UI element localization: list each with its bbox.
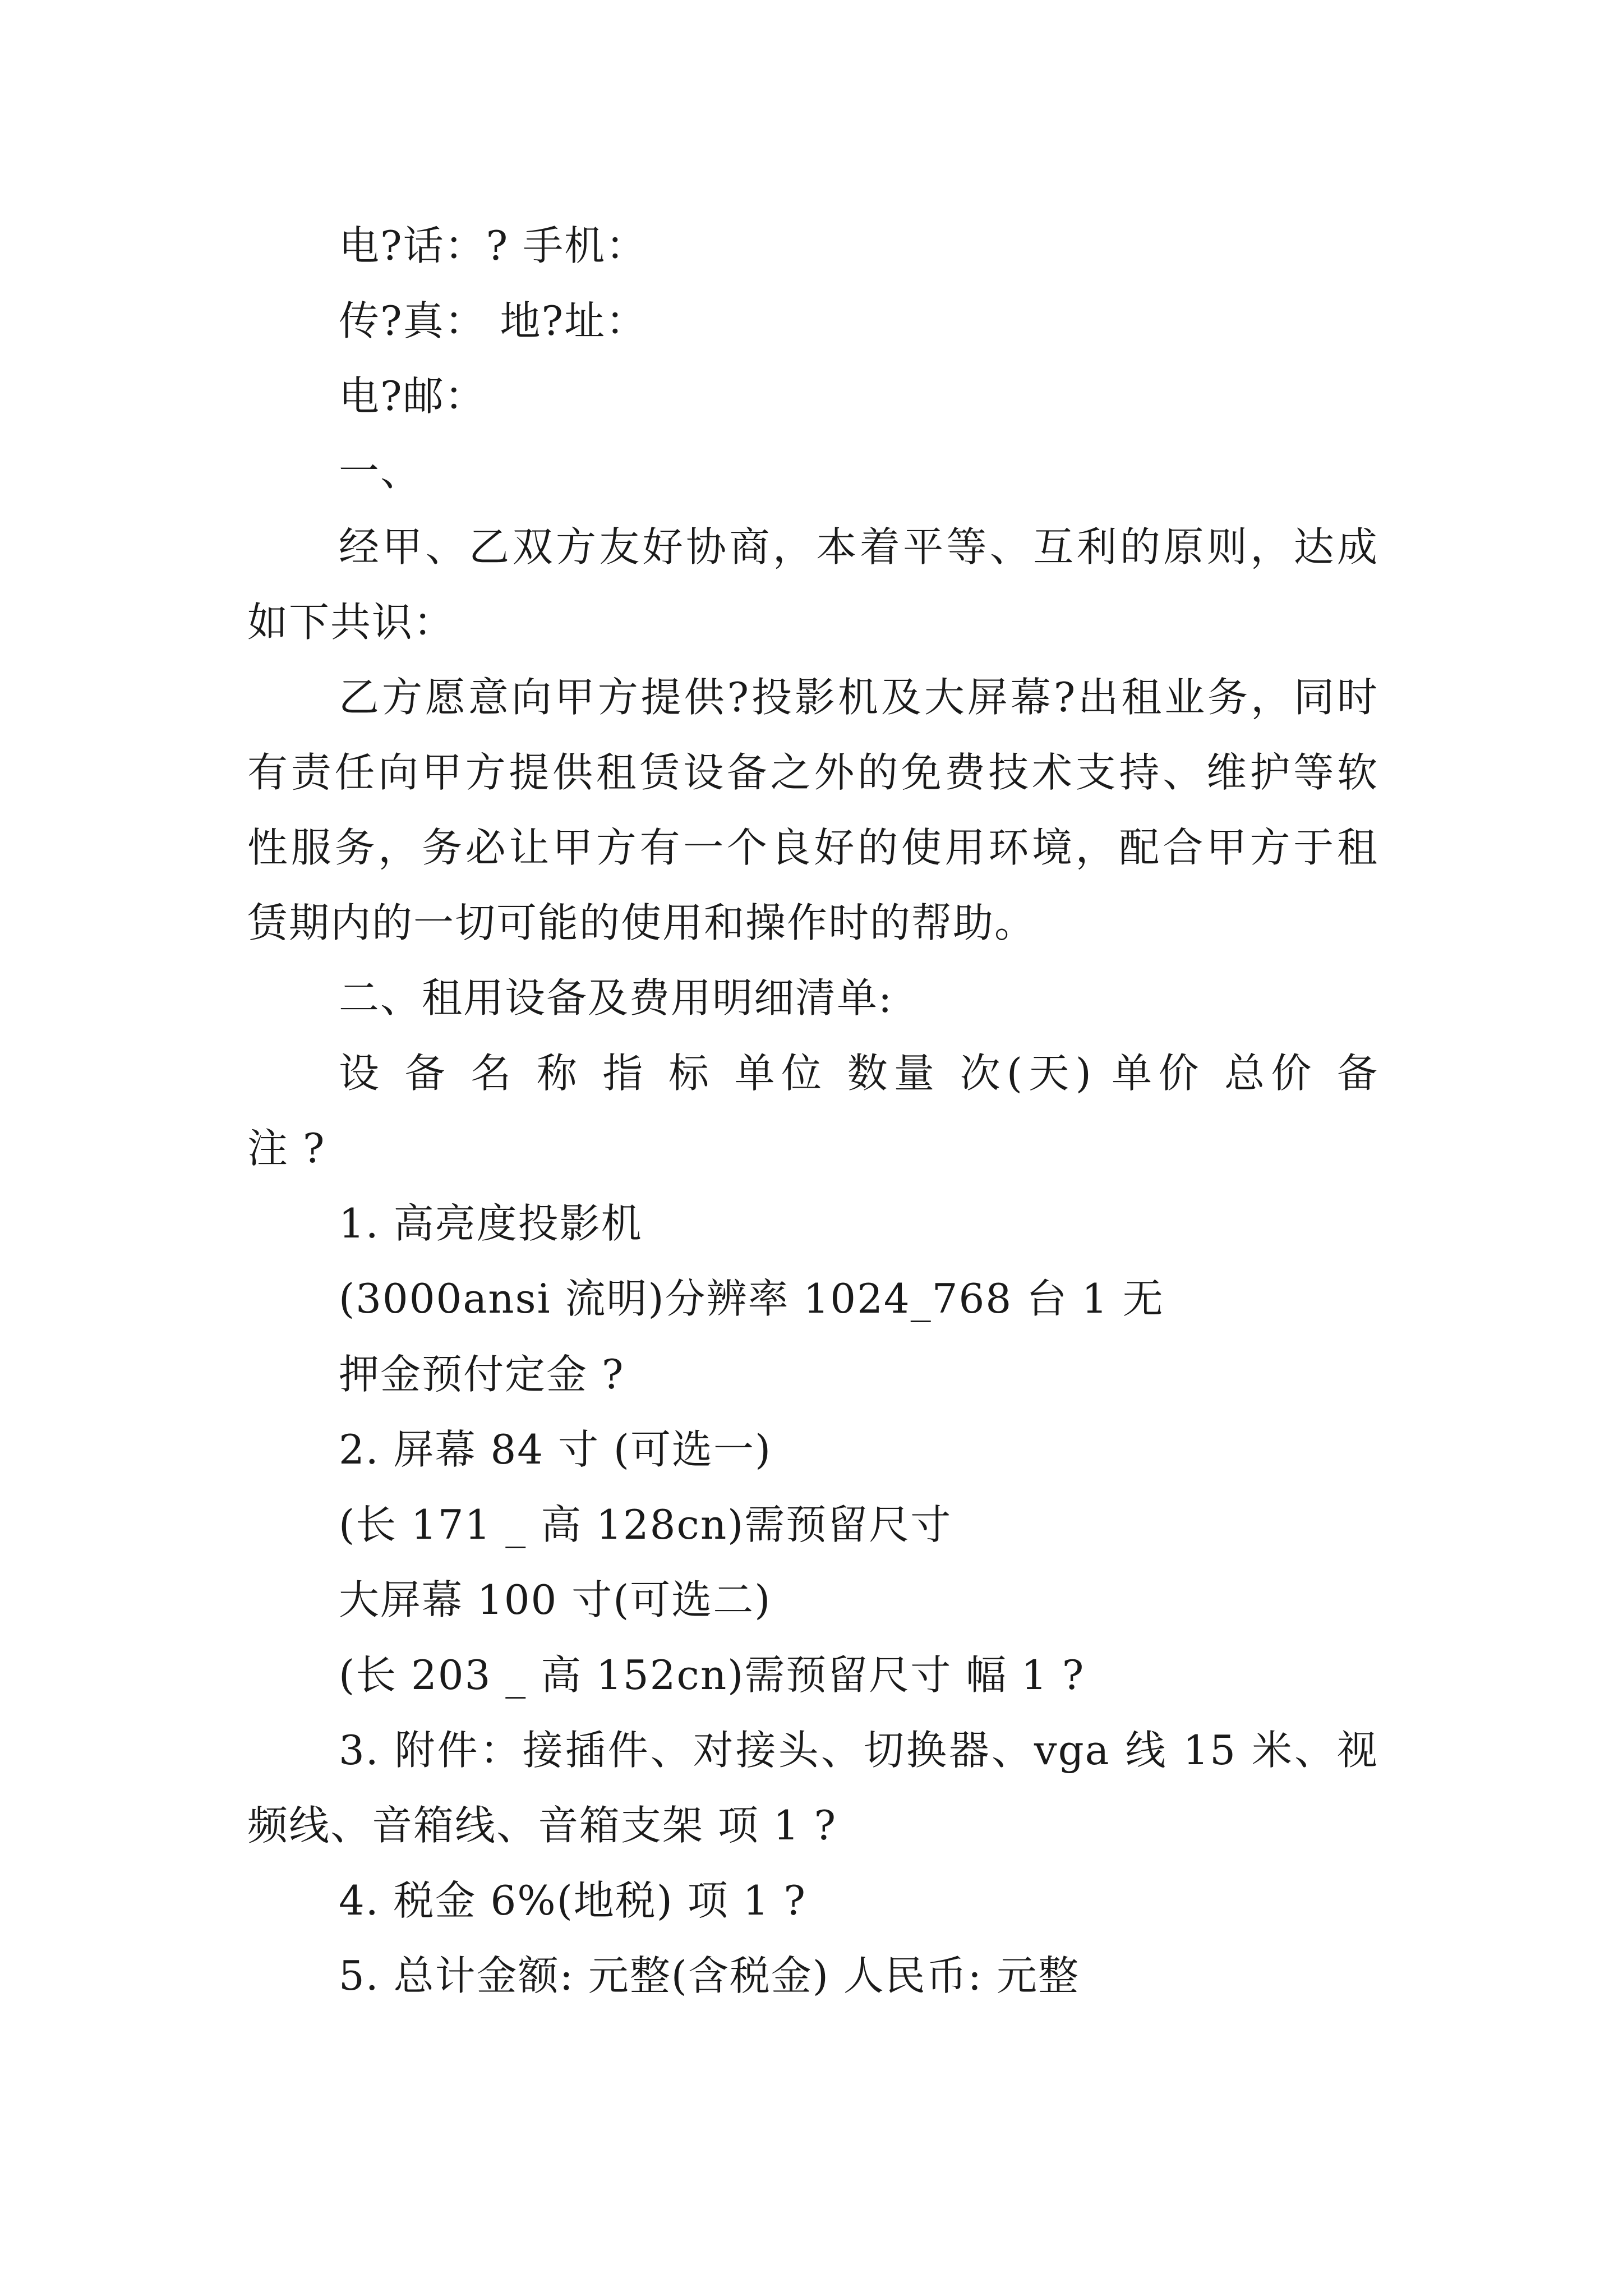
table-header-line-1: 设 备 名 称 指 标 单位 数量 次(天) 单价 总价 备 [339,1050,1378,1097]
item-1-spec: (3000ansi 流明)分辨率 1024_768 台 1 无 [339,1275,1164,1322]
item-3-line-2: 频线、音箱线、音箱支架 项 1 ? [247,1802,837,1849]
item-1-deposit: 押金预付定金 ? [339,1351,625,1398]
paragraph-consensus-line-1: 经甲、乙双方友好协商，本着平等、互利的原则，达成 [339,523,1378,570]
paragraph-consensus-line-2: 如下共识： [247,599,455,646]
paragraph-service-line-1: 乙方愿意向甲方提供?投影机及大屏幕?出租业务，同时 [339,674,1378,721]
item-4-tax: 4. 税金 6%(地税) 项 1 ? [339,1877,806,1924]
section-one-heading: 一、 [339,448,422,495]
table-header-line-2: 注 ? [247,1125,326,1172]
section-two-heading: 二、租用设备及费用明细清单: [339,974,893,1022]
item-2-size-a: (长 171 _ 高 128cn)需预留尺寸 [339,1501,952,1548]
item-3-line-1: 3. 附件：接插件、对接头、切换器、vga 线 15 米、视 [339,1727,1378,1774]
item-2-option-b: 大屏幕 100 寸(可选二) [339,1576,772,1623]
email-line: 电?邮： [339,372,486,420]
paragraph-service-line-3: 性服务，务必让甲方有一个良好的使用环境，配合甲方于租 [247,824,1378,871]
paragraph-service-line-4: 赁期内的一切可能的使用和操作时的帮助。 [247,899,1036,946]
item-1-title: 1. 高亮度投影机 [339,1200,643,1247]
item-5-total: 5. 总计金额: 元整(含税金) 人民币: 元整 [339,1952,1080,1999]
item-2-title: 2. 屏幕 84 寸 (可选一) [339,1426,772,1473]
item-2-size-b: (长 203 _ 高 152cn)需预留尺寸 幅 1 ? [339,1651,1085,1699]
phone-mobile-line: 电?话：? 手机： [339,222,648,269]
paragraph-service-line-2: 有责任向甲方提供租赁设备之外的免费技术支持、维护等软 [247,749,1378,796]
fax-address-line: 传?真： 地?址： [339,297,648,344]
